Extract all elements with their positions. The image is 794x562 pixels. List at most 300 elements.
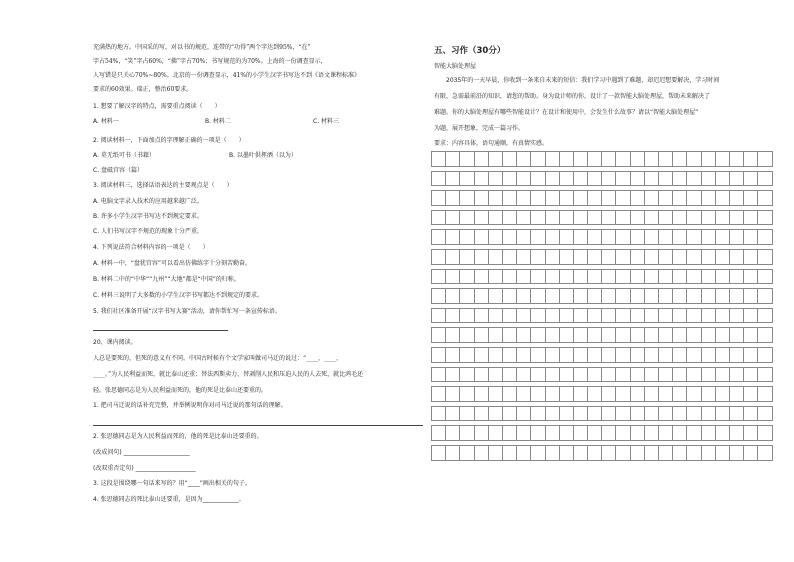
- grid-cell[interactable]: [460, 269, 474, 284]
- grid-cell[interactable]: [446, 445, 460, 460]
- grid-cell[interactable]: [659, 426, 673, 441]
- grid-cell[interactable]: [432, 249, 446, 264]
- grid-cell[interactable]: [659, 367, 673, 382]
- grid-cell[interactable]: [673, 269, 687, 284]
- grid-cell[interactable]: [588, 171, 602, 186]
- grid-cell[interactable]: [517, 152, 531, 167]
- grid-cell[interactable]: [673, 367, 687, 382]
- grid-cell[interactable]: [432, 210, 446, 225]
- grid-cell[interactable]: [744, 289, 758, 304]
- grid-cell[interactable]: [545, 249, 559, 264]
- grid-cell[interactable]: [502, 445, 516, 460]
- grid-cell[interactable]: [460, 445, 474, 460]
- grid-cell[interactable]: [744, 249, 758, 264]
- grid-cell[interactable]: [744, 367, 758, 382]
- grid-cell[interactable]: [460, 289, 474, 304]
- grid-cell[interactable]: [573, 249, 587, 264]
- grid-cell[interactable]: [673, 445, 687, 460]
- grid-cell[interactable]: [701, 289, 715, 304]
- grid-cell[interactable]: [644, 230, 658, 245]
- grid-cell[interactable]: [673, 426, 687, 441]
- grid-cell[interactable]: [758, 406, 772, 421]
- grid-cell[interactable]: [474, 289, 488, 304]
- grid-cell[interactable]: [474, 367, 488, 382]
- grid-cell[interactable]: [446, 406, 460, 421]
- grid-cell[interactable]: [659, 445, 673, 460]
- grid-cell[interactable]: [715, 249, 729, 264]
- grid-cell[interactable]: [531, 289, 545, 304]
- grid-cell[interactable]: [715, 210, 729, 225]
- grid-cell[interactable]: [460, 308, 474, 323]
- grid-cell[interactable]: [744, 387, 758, 402]
- grid-cell[interactable]: [502, 289, 516, 304]
- grid-cell[interactable]: [744, 445, 758, 460]
- grid-cell[interactable]: [602, 249, 616, 264]
- grid-cell[interactable]: [744, 328, 758, 343]
- grid-cell[interactable]: [644, 249, 658, 264]
- grid-cell[interactable]: [502, 426, 516, 441]
- grid-cell[interactable]: [644, 152, 658, 167]
- grid-cell[interactable]: [559, 308, 573, 323]
- grid-cell[interactable]: [616, 171, 630, 186]
- grid-cell[interactable]: [729, 152, 743, 167]
- grid-cell[interactable]: [517, 249, 531, 264]
- grid-cell[interactable]: [545, 269, 559, 284]
- grid-cell[interactable]: [744, 210, 758, 225]
- grid-cell[interactable]: [573, 269, 587, 284]
- grid-cell[interactable]: [474, 387, 488, 402]
- grid-cell[interactable]: [517, 406, 531, 421]
- grid-cell[interactable]: [573, 230, 587, 245]
- grid-cell[interactable]: [729, 445, 743, 460]
- grid-cell[interactable]: [432, 347, 446, 362]
- grid-cell[interactable]: [630, 308, 644, 323]
- grid-cell[interactable]: [616, 367, 630, 382]
- grid-cell[interactable]: [559, 426, 573, 441]
- grid-cell[interactable]: [616, 308, 630, 323]
- grid-cell[interactable]: [517, 269, 531, 284]
- grid-cell[interactable]: [545, 328, 559, 343]
- grid-cell[interactable]: [588, 308, 602, 323]
- grid-cell[interactable]: [502, 308, 516, 323]
- grid-cell[interactable]: [630, 171, 644, 186]
- grid-cell[interactable]: [659, 289, 673, 304]
- grid-cell[interactable]: [588, 230, 602, 245]
- grid-cell[interactable]: [502, 210, 516, 225]
- grid-cell[interactable]: [517, 210, 531, 225]
- grid-cell[interactable]: [588, 269, 602, 284]
- grid-cell[interactable]: [573, 347, 587, 362]
- grid-cell[interactable]: [432, 289, 446, 304]
- grid-cell[interactable]: [616, 152, 630, 167]
- grid-cell[interactable]: [673, 328, 687, 343]
- grid-cell[interactable]: [588, 152, 602, 167]
- grid-cell[interactable]: [559, 328, 573, 343]
- answer-line-s20-q1[interactable]: [93, 425, 423, 426]
- grid-cell[interactable]: [488, 347, 502, 362]
- grid-cell[interactable]: [446, 367, 460, 382]
- grid-cell[interactable]: [446, 191, 460, 206]
- grid-cell[interactable]: [673, 347, 687, 362]
- grid-cell[interactable]: [474, 426, 488, 441]
- grid-cell[interactable]: [616, 191, 630, 206]
- grid-cell[interactable]: [602, 445, 616, 460]
- grid-cell[interactable]: [715, 152, 729, 167]
- grid-cell[interactable]: [659, 171, 673, 186]
- grid-cell[interactable]: [644, 191, 658, 206]
- grid-cell[interactable]: [488, 387, 502, 402]
- grid-cell[interactable]: [644, 445, 658, 460]
- grid-cell[interactable]: [488, 249, 502, 264]
- essay-writing-grid[interactable]: [431, 151, 773, 461]
- grid-cell[interactable]: [687, 387, 701, 402]
- grid-cell[interactable]: [729, 191, 743, 206]
- grid-cell[interactable]: [715, 445, 729, 460]
- grid-cell[interactable]: [630, 328, 644, 343]
- grid-cell[interactable]: [432, 445, 446, 460]
- grid-cell[interactable]: [687, 152, 701, 167]
- grid-cell[interactable]: [446, 308, 460, 323]
- grid-cell[interactable]: [616, 445, 630, 460]
- grid-cell[interactable]: [744, 347, 758, 362]
- grid-cell[interactable]: [602, 269, 616, 284]
- grid-cell[interactable]: [531, 445, 545, 460]
- grid-cell[interactable]: [488, 171, 502, 186]
- grid-cell[interactable]: [630, 210, 644, 225]
- grid-cell[interactable]: [630, 426, 644, 441]
- grid-cell[interactable]: [474, 191, 488, 206]
- grid-cell[interactable]: [758, 210, 772, 225]
- grid-cell[interactable]: [715, 171, 729, 186]
- grid-cell[interactable]: [460, 249, 474, 264]
- grid-cell[interactable]: [588, 191, 602, 206]
- grid-cell[interactable]: [687, 328, 701, 343]
- grid-cell[interactable]: [758, 191, 772, 206]
- grid-cell[interactable]: [502, 191, 516, 206]
- grid-cell[interactable]: [602, 426, 616, 441]
- grid-cell[interactable]: [517, 171, 531, 186]
- grid-cell[interactable]: [559, 249, 573, 264]
- grid-cell[interactable]: [687, 406, 701, 421]
- grid-cell[interactable]: [701, 445, 715, 460]
- grid-cell[interactable]: [744, 426, 758, 441]
- grid-cell[interactable]: [531, 171, 545, 186]
- grid-cell[interactable]: [488, 289, 502, 304]
- grid-cell[interactable]: [630, 230, 644, 245]
- grid-cell[interactable]: [687, 445, 701, 460]
- grid-cell[interactable]: [573, 171, 587, 186]
- grid-cell[interactable]: [517, 289, 531, 304]
- grid-cell[interactable]: [545, 426, 559, 441]
- grid-cell[interactable]: [701, 249, 715, 264]
- grid-cell[interactable]: [758, 445, 772, 460]
- grid-cell[interactable]: [573, 289, 587, 304]
- grid-cell[interactable]: [644, 406, 658, 421]
- grid-cell[interactable]: [474, 445, 488, 460]
- grid-cell[interactable]: [701, 387, 715, 402]
- grid-cell[interactable]: [460, 387, 474, 402]
- grid-cell[interactable]: [432, 230, 446, 245]
- grid-cell[interactable]: [687, 347, 701, 362]
- grid-cell[interactable]: [517, 347, 531, 362]
- grid-cell[interactable]: [502, 171, 516, 186]
- grid-cell[interactable]: [701, 426, 715, 441]
- grid-cell[interactable]: [474, 210, 488, 225]
- grid-cell[interactable]: [744, 308, 758, 323]
- grid-cell[interactable]: [488, 152, 502, 167]
- grid-cell[interactable]: [659, 347, 673, 362]
- grid-cell[interactable]: [758, 249, 772, 264]
- grid-cell[interactable]: [758, 171, 772, 186]
- grid-cell[interactable]: [474, 152, 488, 167]
- grid-cell[interactable]: [588, 210, 602, 225]
- grid-cell[interactable]: [758, 387, 772, 402]
- grid-cell[interactable]: [729, 406, 743, 421]
- grid-cell[interactable]: [715, 406, 729, 421]
- grid-cell[interactable]: [488, 269, 502, 284]
- grid-cell[interactable]: [715, 347, 729, 362]
- grid-cell[interactable]: [673, 152, 687, 167]
- grid-cell[interactable]: [432, 426, 446, 441]
- grid-cell[interactable]: [659, 249, 673, 264]
- grid-cell[interactable]: [432, 406, 446, 421]
- grid-cell[interactable]: [432, 328, 446, 343]
- grid-cell[interactable]: [602, 210, 616, 225]
- grid-cell[interactable]: [602, 230, 616, 245]
- grid-cell[interactable]: [588, 367, 602, 382]
- grid-cell[interactable]: [630, 347, 644, 362]
- grid-cell[interactable]: [446, 210, 460, 225]
- grid-cell[interactable]: [659, 210, 673, 225]
- grid-cell[interactable]: [659, 387, 673, 402]
- grid-cell[interactable]: [559, 210, 573, 225]
- grid-cell[interactable]: [602, 347, 616, 362]
- grid-cell[interactable]: [446, 426, 460, 441]
- grid-cell[interactable]: [758, 152, 772, 167]
- grid-cell[interactable]: [715, 426, 729, 441]
- grid-cell[interactable]: [502, 367, 516, 382]
- grid-cell[interactable]: [701, 171, 715, 186]
- grid-cell[interactable]: [531, 367, 545, 382]
- grid-cell[interactable]: [460, 210, 474, 225]
- grid-cell[interactable]: [573, 191, 587, 206]
- grid-cell[interactable]: [432, 308, 446, 323]
- grid-cell[interactable]: [531, 269, 545, 284]
- grid-cell[interactable]: [545, 406, 559, 421]
- grid-cell[interactable]: [460, 171, 474, 186]
- grid-cell[interactable]: [559, 445, 573, 460]
- grid-cell[interactable]: [687, 289, 701, 304]
- grid-cell[interactable]: [602, 171, 616, 186]
- grid-cell[interactable]: [659, 406, 673, 421]
- grid-cell[interactable]: [446, 249, 460, 264]
- grid-cell[interactable]: [432, 152, 446, 167]
- grid-cell[interactable]: [744, 152, 758, 167]
- grid-cell[interactable]: [588, 426, 602, 441]
- grid-cell[interactable]: [488, 328, 502, 343]
- grid-cell[interactable]: [460, 152, 474, 167]
- grid-cell[interactable]: [460, 406, 474, 421]
- grid-cell[interactable]: [616, 406, 630, 421]
- grid-cell[interactable]: [573, 367, 587, 382]
- grid-cell[interactable]: [687, 308, 701, 323]
- grid-cell[interactable]: [715, 191, 729, 206]
- grid-cell[interactable]: [687, 249, 701, 264]
- grid-cell[interactable]: [588, 328, 602, 343]
- grid-cell[interactable]: [446, 328, 460, 343]
- grid-cell[interactable]: [729, 308, 743, 323]
- grid-cell[interactable]: [502, 230, 516, 245]
- grid-cell[interactable]: [446, 152, 460, 167]
- grid-cell[interactable]: [616, 289, 630, 304]
- grid-cell[interactable]: [531, 426, 545, 441]
- grid-cell[interactable]: [701, 210, 715, 225]
- grid-cell[interactable]: [502, 269, 516, 284]
- grid-cell[interactable]: [687, 367, 701, 382]
- grid-cell[interactable]: [602, 191, 616, 206]
- grid-cell[interactable]: [659, 191, 673, 206]
- grid-cell[interactable]: [644, 387, 658, 402]
- grid-cell[interactable]: [644, 347, 658, 362]
- grid-cell[interactable]: [531, 406, 545, 421]
- grid-cell[interactable]: [531, 249, 545, 264]
- grid-cell[interactable]: [573, 445, 587, 460]
- grid-cell[interactable]: [588, 347, 602, 362]
- grid-cell[interactable]: [432, 191, 446, 206]
- grid-cell[interactable]: [673, 308, 687, 323]
- grid-cell[interactable]: [729, 230, 743, 245]
- grid-cell[interactable]: [488, 230, 502, 245]
- grid-cell[interactable]: [729, 387, 743, 402]
- grid-cell[interactable]: [644, 269, 658, 284]
- grid-cell[interactable]: [687, 230, 701, 245]
- grid-cell[interactable]: [758, 269, 772, 284]
- grid-cell[interactable]: [630, 249, 644, 264]
- grid-cell[interactable]: [602, 289, 616, 304]
- grid-cell[interactable]: [687, 191, 701, 206]
- grid-cell[interactable]: [616, 387, 630, 402]
- grid-cell[interactable]: [758, 289, 772, 304]
- grid-cell[interactable]: [602, 367, 616, 382]
- grid-cell[interactable]: [602, 152, 616, 167]
- grid-cell[interactable]: [460, 367, 474, 382]
- grid-cell[interactable]: [488, 191, 502, 206]
- grid-cell[interactable]: [758, 230, 772, 245]
- grid-cell[interactable]: [630, 191, 644, 206]
- grid-cell[interactable]: [729, 171, 743, 186]
- grid-cell[interactable]: [531, 308, 545, 323]
- grid-cell[interactable]: [715, 387, 729, 402]
- grid-cell[interactable]: [729, 249, 743, 264]
- grid-cell[interactable]: [488, 426, 502, 441]
- grid-cell[interactable]: [687, 426, 701, 441]
- grid-cell[interactable]: [517, 426, 531, 441]
- grid-cell[interactable]: [559, 347, 573, 362]
- grid-cell[interactable]: [630, 269, 644, 284]
- grid-cell[interactable]: [687, 171, 701, 186]
- grid-cell[interactable]: [446, 289, 460, 304]
- grid-cell[interactable]: [460, 347, 474, 362]
- grid-cell[interactable]: [446, 347, 460, 362]
- grid-cell[interactable]: [758, 347, 772, 362]
- grid-cell[interactable]: [588, 387, 602, 402]
- grid-cell[interactable]: [559, 230, 573, 245]
- grid-cell[interactable]: [701, 230, 715, 245]
- grid-cell[interactable]: [616, 210, 630, 225]
- grid-cell[interactable]: [659, 152, 673, 167]
- grid-cell[interactable]: [517, 328, 531, 343]
- grid-cell[interactable]: [715, 230, 729, 245]
- grid-cell[interactable]: [744, 230, 758, 245]
- grid-cell[interactable]: [673, 210, 687, 225]
- grid-cell[interactable]: [474, 171, 488, 186]
- grid-cell[interactable]: [531, 347, 545, 362]
- grid-cell[interactable]: [588, 249, 602, 264]
- grid-cell[interactable]: [729, 426, 743, 441]
- grid-cell[interactable]: [474, 269, 488, 284]
- grid-cell[interactable]: [488, 308, 502, 323]
- grid-cell[interactable]: [545, 367, 559, 382]
- grid-cell[interactable]: [432, 387, 446, 402]
- grid-cell[interactable]: [701, 308, 715, 323]
- grid-cell[interactable]: [744, 191, 758, 206]
- grid-cell[interactable]: [460, 230, 474, 245]
- grid-cell[interactable]: [559, 269, 573, 284]
- grid-cell[interactable]: [602, 308, 616, 323]
- grid-cell[interactable]: [517, 308, 531, 323]
- grid-cell[interactable]: [474, 249, 488, 264]
- grid-cell[interactable]: [559, 171, 573, 186]
- grid-cell[interactable]: [502, 328, 516, 343]
- grid-cell[interactable]: [616, 426, 630, 441]
- grid-cell[interactable]: [517, 191, 531, 206]
- grid-cell[interactable]: [758, 328, 772, 343]
- grid-cell[interactable]: [432, 269, 446, 284]
- grid-cell[interactable]: [559, 289, 573, 304]
- grid-cell[interactable]: [715, 289, 729, 304]
- grid-cell[interactable]: [630, 152, 644, 167]
- grid-cell[interactable]: [446, 230, 460, 245]
- grid-cell[interactable]: [545, 152, 559, 167]
- grid-cell[interactable]: [502, 249, 516, 264]
- grid-cell[interactable]: [474, 230, 488, 245]
- grid-cell[interactable]: [488, 445, 502, 460]
- grid-cell[interactable]: [588, 445, 602, 460]
- grid-cell[interactable]: [517, 230, 531, 245]
- grid-cell[interactable]: [673, 171, 687, 186]
- grid-cell[interactable]: [644, 328, 658, 343]
- grid-cell[interactable]: [502, 406, 516, 421]
- grid-cell[interactable]: [715, 328, 729, 343]
- grid-cell[interactable]: [616, 269, 630, 284]
- grid-cell[interactable]: [531, 191, 545, 206]
- grid-cell[interactable]: [729, 347, 743, 362]
- grid-cell[interactable]: [630, 406, 644, 421]
- grid-cell[interactable]: [488, 210, 502, 225]
- grid-cell[interactable]: [502, 347, 516, 362]
- grid-cell[interactable]: [517, 387, 531, 402]
- grid-cell[interactable]: [659, 328, 673, 343]
- grid-cell[interactable]: [616, 230, 630, 245]
- grid-cell[interactable]: [701, 152, 715, 167]
- grid-cell[interactable]: [545, 171, 559, 186]
- grid-cell[interactable]: [644, 210, 658, 225]
- grid-cell[interactable]: [559, 152, 573, 167]
- grid-cell[interactable]: [673, 387, 687, 402]
- grid-cell[interactable]: [616, 328, 630, 343]
- grid-cell[interactable]: [673, 230, 687, 245]
- grid-cell[interactable]: [758, 308, 772, 323]
